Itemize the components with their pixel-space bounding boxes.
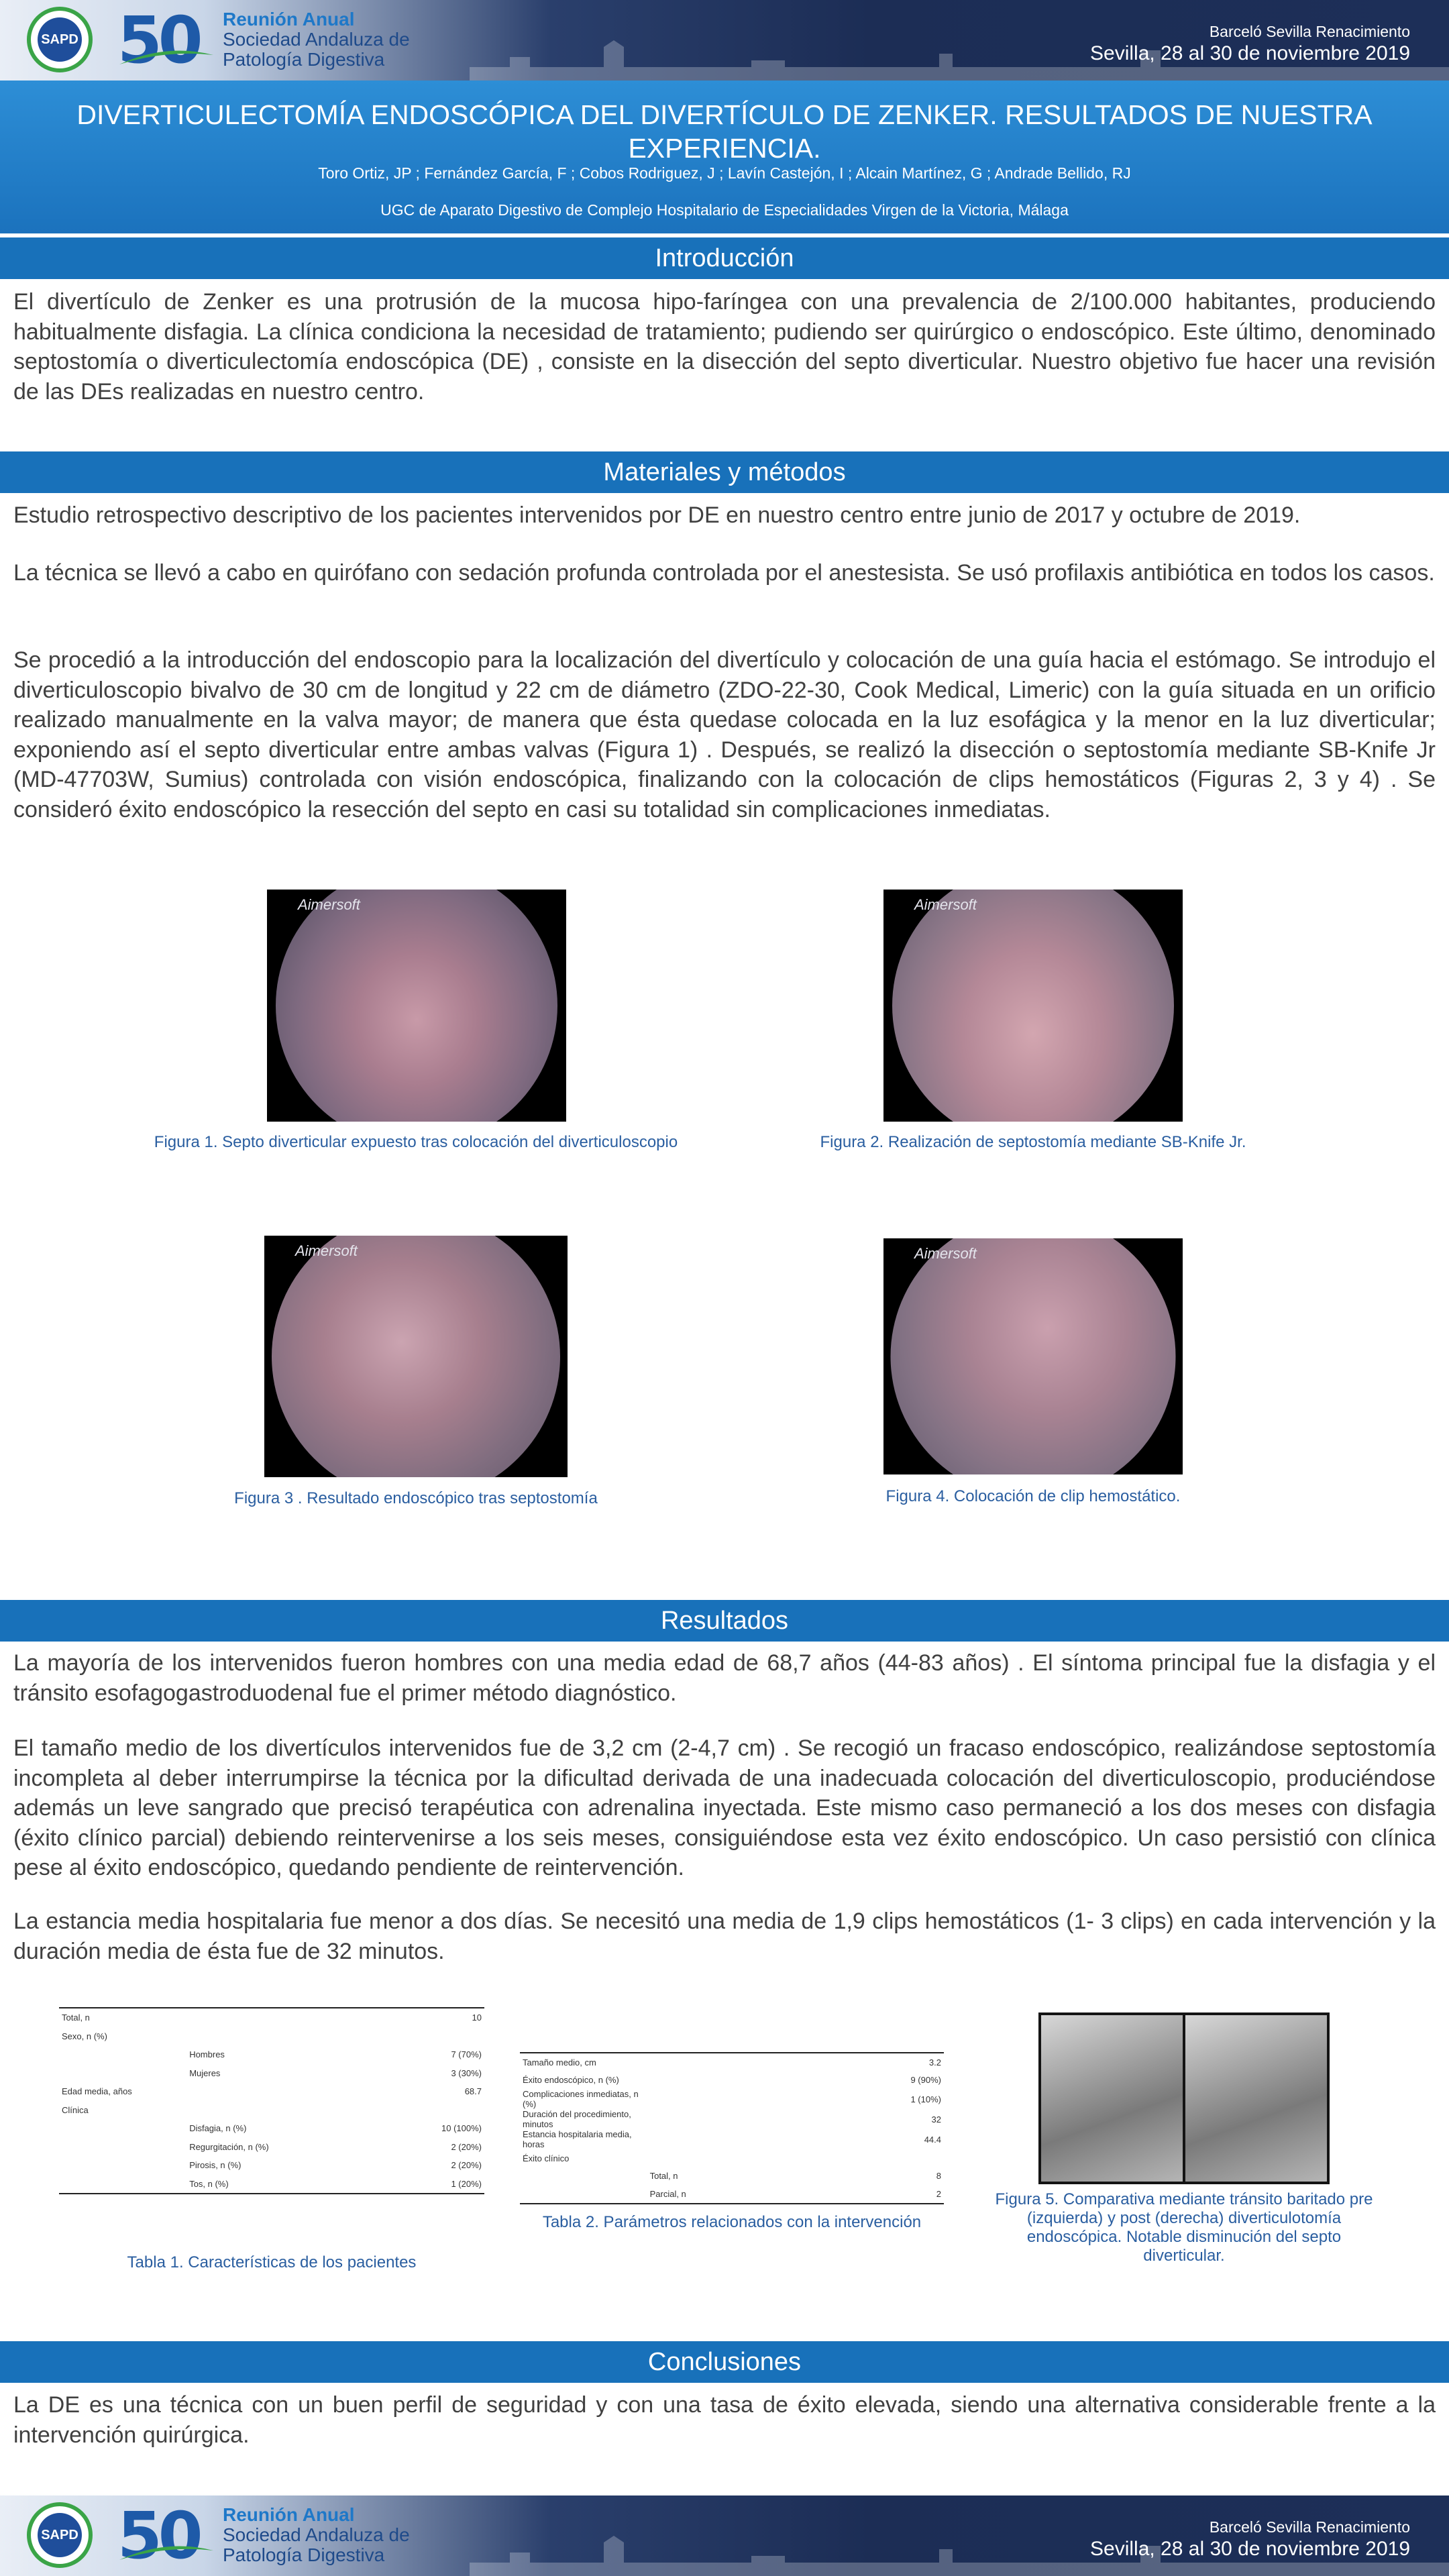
table-cell-value: 3 (30%) <box>451 2068 482 2078</box>
title-block <box>0 80 1449 233</box>
table-cell-sublabel <box>647 2149 838 2167</box>
conclusions-paragraph: La DE es una técnica con un buen perfil de seguridad y con una tasa de éxito elevada, siendo una alternativa considerable frente a la intervención quirúrgica. <box>13 2392 1436 2448</box>
logo-swoosh-icon <box>119 2542 213 2563</box>
table-cell-sublabel: Parcial, n <box>649 2188 686 2199</box>
table-cell-sublabel: Hombres <box>189 2049 225 2060</box>
table-cell-sublabel <box>647 2129 838 2149</box>
methods-paragraph-1: Estudio retrospectivo descriptivo de los pacientes intervenidos por DE en nuestro centro entre junio de 2017 y octubre de 2019. <box>13 502 1301 528</box>
methods-heading: Materiales y métodos <box>0 451 1449 493</box>
figure-3-watermark: Aimersoft <box>295 1242 358 1259</box>
header-banner <box>0 0 1449 80</box>
table-cell-sublabel: Regurgitación, n (%) <box>189 2141 269 2152</box>
table-row <box>59 2027 484 2046</box>
table-1 <box>59 2007 484 2194</box>
table-row <box>520 2129 944 2149</box>
table-cell-sublabel <box>647 2109 838 2129</box>
table-cell-value: 68.7 <box>464 2086 482 2097</box>
results-heading: Resultados <box>0 1600 1449 1642</box>
figure-5-image <box>1038 2012 1330 2184</box>
table-cell-value: 3.2 <box>928 2057 941 2068</box>
table-cell-label <box>520 2185 647 2204</box>
table-2-caption: Tabla 2. Parámetros relacionados con la intervención <box>542 2213 922 2231</box>
table-cell-label: Tamaño medio, cm <box>523 2057 596 2068</box>
fifty-logo-text: 50 <box>117 2498 199 2573</box>
table-cell-label <box>59 2156 186 2175</box>
table-cell-sublabel: Pirosis, n (%) <box>189 2160 241 2171</box>
figure-1-caption: Figura 1. Septo diverticular expuesto tras colocación del diverticuloscopio <box>154 1133 678 1151</box>
results-paragraph-3: La estancia media hospitalaria fue menor a dos días. Se necesitó una media de 1,9 clips hemostáticos (1- 3 clips) en cada intervención y la duración media de ésta fue de 32 minutos. <box>13 1909 1436 1964</box>
table-row <box>59 2175 484 2194</box>
venue-info: Barceló Sevilla Renacimiento Sevilla, 28 al 30 de noviembre 2019 <box>1090 2518 1410 2560</box>
table-cell-value: 44.4 <box>924 2134 941 2145</box>
table-row <box>520 2072 944 2090</box>
table-cell-sublabel: Tos, n (%) <box>189 2178 229 2189</box>
sapd-logo: SAPD <box>27 7 93 72</box>
table-cell-sublabel: Total, n <box>649 2171 678 2182</box>
table-cell-label: Total, n <box>62 2012 90 2023</box>
table-row <box>520 2167 944 2186</box>
venue-info: Barceló Sevilla Renacimiento Sevilla, 28 al 30 de noviembre 2019 <box>1090 23 1410 64</box>
figure-1-watermark: Aimersoft <box>298 896 360 913</box>
table-row <box>59 2119 484 2138</box>
table-row <box>59 2064 484 2083</box>
table-1-caption: Tabla 1. Características de los pacientes <box>127 2253 417 2271</box>
conclusions-heading: Conclusiones <box>0 2341 1449 2383</box>
figure-4-watermark: Aimersoft <box>914 1245 977 1262</box>
table-cell-label <box>520 2167 647 2186</box>
table-cell-label: Complicaciones inmediatas, n (%) <box>523 2089 639 2109</box>
congress-name: Reunión Anual Sociedad Andaluza de Patología Digestiva <box>223 2504 410 2565</box>
table-row <box>520 2109 944 2129</box>
table-cell-value: 7 (70%) <box>451 2049 482 2060</box>
figure-3-image <box>264 1236 568 1477</box>
figure-2-image <box>883 890 1183 1122</box>
figure-2-watermark: Aimersoft <box>914 896 977 913</box>
table-cell-sublabel <box>186 2082 378 2101</box>
table-row <box>59 2101 484 2120</box>
table-cell-sublabel <box>647 2053 838 2072</box>
table-cell-sublabel <box>186 2101 378 2120</box>
table-cell-value: 9 (90%) <box>910 2075 941 2086</box>
intro-heading: Introducción <box>0 237 1449 279</box>
table-cell-value: 2 (20%) <box>451 2160 482 2171</box>
figure-5-caption: Figura 5. Comparativa mediante tránsito baritado pre (izquierda) y post (derecha) diverticulotomía endoscópica. Notable disminución del septo diverticular. <box>995 2190 1373 2265</box>
table-cell-value: 1 (20%) <box>451 2178 482 2189</box>
fifty-logo-text: 50 <box>117 3 199 78</box>
logo-swoosh-icon <box>119 47 213 67</box>
table-cell-label: Sexo, n (%) <box>62 2031 107 2041</box>
table-cell-label <box>59 2064 186 2083</box>
table-cell-value: 2 (20%) <box>451 2141 482 2152</box>
poster-title: DIVERTICULECTOMÍA ENDOSCÓPICA DEL DIVERTÍCULO DE ZENKER. RESULTADOS DE NUESTRA EXPERIENCIA. <box>76 99 1373 164</box>
table-cell-value: 2 <box>936 2188 941 2199</box>
xray-pre-panel <box>1041 2015 1183 2182</box>
table-cell-sublabel <box>186 2008 378 2027</box>
results-paragraph-2: El tamaño medio de los divertículos intervenidos fue de 3,2 cm (2-4,7 cm) . Se recogió un fracaso endoscópico, realizándose septostomía incompleta al deber interrumpirse la técnica por la dificultad derivada de una inadecuada colocación del diverticuloscopio, produciéndose además un leve sangrado que precisó terapéutica con adrenalina inyectada. Este mismo caso permaneció a los dos meses con disfagia (éxito clínico parcial) debiendo reintervenirse a los seis meses, consiguiéndose esta vez éxito endoscópico. Un caso persistió con clínica pese al éxito endoscópico, quedando pendiente de reintervención. <box>13 1735 1436 1880</box>
table-cell-label: Éxito clínico <box>523 2153 570 2163</box>
table-cell-label: Edad media, años <box>62 2086 132 2097</box>
table-cell-value <box>378 2101 484 2120</box>
table-cell-sublabel <box>647 2089 838 2109</box>
results-paragraph-1: La mayoría de los intervenidos fueron hombres con una media edad de 68,7 años (44-83 años) . El síntoma principal fue la disfagia y el tránsito esofagogastroduodenal fue el primer método diagnóstico. <box>13 1650 1436 1706</box>
methods-paragraph-2: La técnica se llevó a cabo en quirófano con sedación profunda controlada por el anestesista. Se usó profilaxis antibiótica en todos los casos. <box>13 560 1435 586</box>
table-row <box>59 2156 484 2175</box>
methods-paragraph-3: Se procedió a la introducción del endoscopio para la localización del divertículo y colocación de una guía hacia el estómago. Se introdujo el diverticuloscopio bivalvo de 30 cm de longitud y 22 cm de diámetro (ZDO-22-30, Cook Medical, Limeric) con la guía situada en un orificio realizado manualmente en la valva mayor; de manera que ésta quedase colocada en la luz esofágica y la menor en la luz diverticular; exponiendo así el septo diverticular entre ambas valvas (Figura 1) . Después, se realizó la disección o septostomía mediante SB-Knife Jr (MD-47703W, Sumius) controlada con visión endoscópica, finalizando con la colocación de clips hemostáticos (Figuras 2, 3 y 4) . Se consideró éxito endoscópico la resección del septo en casi su totalidad sin complicaciones inmediatas. <box>13 647 1436 822</box>
xray-post-panel <box>1185 2015 1327 2182</box>
table-cell-value: 10 (100%) <box>441 2123 482 2134</box>
table-row <box>520 2185 944 2204</box>
figure-2-caption: Figura 2. Realización de septostomía mediante SB-Knife Jr. <box>820 1133 1246 1151</box>
sapd-logo: SAPD <box>27 2502 93 2568</box>
table-cell-value: 32 <box>931 2114 941 2125</box>
table-cell-value <box>378 2027 484 2046</box>
table-row <box>520 2149 944 2167</box>
figure-4-image <box>883 1238 1183 1474</box>
authors: Toro Ortiz, JP ; Fernández García, F ; Cobos Rodriguez, J ; Lavín Castejón, I ; Alcain Martínez, G ; Andrade Bellido, RJ <box>318 164 1131 182</box>
table-cell-value: 8 <box>936 2171 941 2182</box>
table-2 <box>520 2052 944 2204</box>
table-row <box>59 2138 484 2157</box>
figure-4-caption: Figura 4. Colocación de clip hemostático. <box>885 1487 1181 1505</box>
table-cell-sublabel: Mujeres <box>189 2068 221 2078</box>
table-cell-sublabel: Disfagia, n (%) <box>189 2123 247 2134</box>
table-cell-label: Duración del procedimiento, minutos <box>523 2109 631 2129</box>
table-row <box>59 2082 484 2101</box>
table-cell-value: 10 <box>472 2012 482 2023</box>
table-cell-label <box>59 2045 186 2064</box>
figure-1-image <box>267 890 566 1122</box>
table-cell-value: 1 (10%) <box>910 2094 941 2104</box>
table-row <box>520 2089 944 2109</box>
table-cell-value <box>838 2149 944 2167</box>
intro-paragraph: El divertículo de Zenker es una protrusión de la mucosa hipo-faríngea con una prevalencia de 2/100.000 habitantes, produciendo habitualmente disfagia. La clínica condiciona la necesidad de tratamiento; pudiendo ser quirúrgico o endoscópico. Este último, denominado septostomía o diverticulectomía endoscópica (DE) , consiste en la disección del septo diverticular. Nuestro objetivo fue hacer una revisión de las DEs realizadas en nuestro centro. <box>13 289 1436 405</box>
figure-3-caption: Figura 3 . Resultado endoscópico tras septostomía <box>234 1489 598 1507</box>
congress-name: Reunión Anual Sociedad Andaluza de Patología Digestiva <box>223 9 410 70</box>
table-row <box>520 2053 944 2072</box>
table-row <box>59 2008 484 2027</box>
affiliation: UGC de Aparato Digestivo de Complejo Hospitalario de Especialidades Virgen de la Victoria, Málaga <box>380 201 1069 219</box>
table-cell-label <box>59 2119 186 2138</box>
table-cell-label: Estancia hospitalaria media, horas <box>523 2129 632 2149</box>
table-cell-sublabel <box>186 2027 378 2046</box>
table-cell-label: Clínica <box>62 2104 89 2115</box>
table-cell-label <box>59 2138 186 2157</box>
footer-banner <box>0 2496 1449 2576</box>
table-cell-label <box>59 2175 186 2194</box>
table-cell-sublabel <box>647 2072 838 2090</box>
table-row <box>59 2045 484 2064</box>
table-cell-label: Éxito endoscópico, n (%) <box>523 2075 619 2086</box>
